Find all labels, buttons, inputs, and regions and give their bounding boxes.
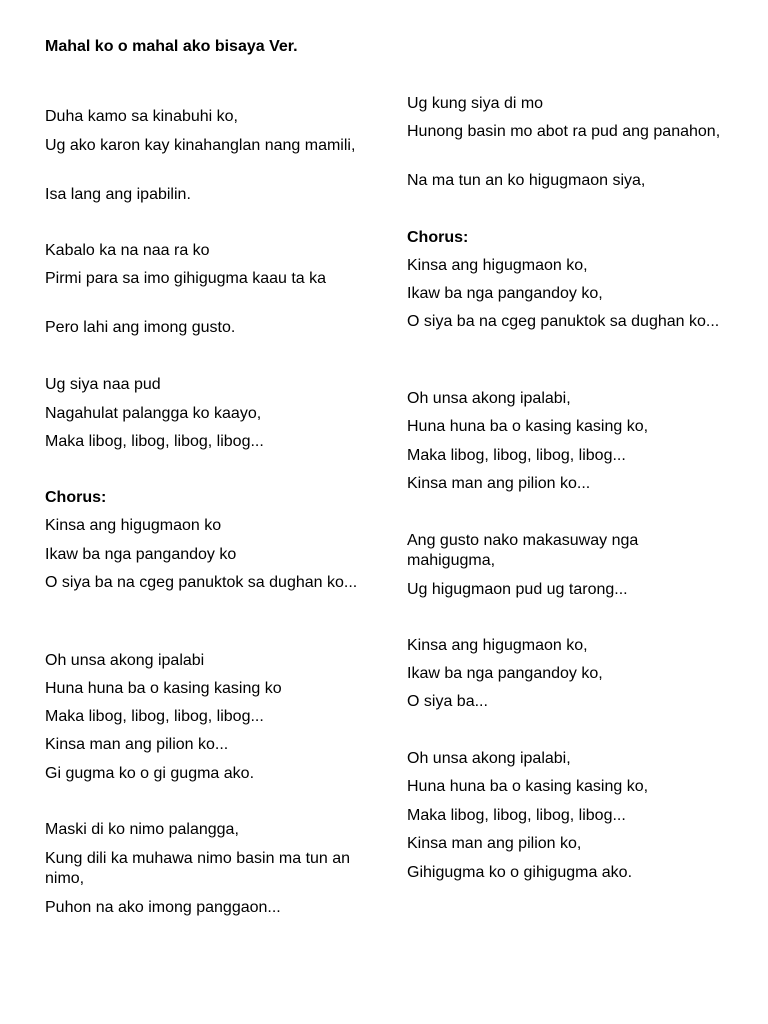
lyric-line: Ug siya naa pud bbox=[45, 376, 161, 393]
lyric-line: Ikaw ba nga pangandoy ko, bbox=[407, 665, 603, 682]
lyric-line: Ang gusto nako makasuway nga mahigugma, bbox=[407, 532, 639, 569]
page-title: Mahal ko o mahal ako bisaya Ver. bbox=[45, 38, 298, 55]
lyric-line: Ug kung siya di mo bbox=[407, 95, 544, 112]
lyric-line: Kung dili ka muhawa nimo basin ma tun an nimo, bbox=[45, 850, 351, 887]
lyric-line: Oh unsa akong ipalabi, bbox=[407, 750, 571, 767]
lyric-line: Huna huna ba o kasing kasing ko bbox=[45, 680, 282, 697]
lyric-line: Kinsa man ang pilion ko, bbox=[407, 835, 582, 852]
lyric-line: Kinsa man ang pilion ko... bbox=[45, 736, 229, 753]
lyric-line: Maski di ko nimo palangga, bbox=[45, 821, 239, 838]
lyric-line: Maka libog, libog, libog, libog... bbox=[407, 807, 626, 824]
lyric-line: Ikaw ba nga pangandoy ko bbox=[45, 546, 237, 563]
lyric-line: Kinsa man ang pilion ko... bbox=[407, 475, 591, 492]
lyric-line: Kabalo ka na naa ra ko bbox=[45, 242, 210, 259]
lyric-line: Duha kamo sa kinabuhi ko, bbox=[45, 108, 238, 125]
lyric-line: Hunong basin mo abot ra pud ang panahon, bbox=[407, 123, 721, 140]
lyric-line: Huna huna ba o kasing kasing ko, bbox=[407, 778, 649, 795]
lyric-line: Pero lahi ang imong gusto. bbox=[45, 319, 236, 336]
lyric-line: O siya ba na cgeg panuktok sa dughan ko... bbox=[45, 574, 358, 591]
lyric-line: Maka libog, libog, libog, libog... bbox=[407, 447, 626, 464]
lyric-line: Huna huna ba o kasing kasing ko, bbox=[407, 418, 649, 435]
lyric-line: Maka libog, libog, libog, libog... bbox=[45, 708, 264, 725]
lyric-line: Pirmi para sa imo gihigugma kaau ta ka bbox=[45, 270, 327, 287]
lyric-line: Maka libog, libog, libog, libog... bbox=[45, 433, 264, 450]
lyric-line: Kinsa ang higugmaon ko, bbox=[407, 637, 588, 654]
lyric-line: Puhon na ako imong panggaon... bbox=[45, 899, 281, 916]
lyric-line: O siya ba na cgeg panuktok sa dughan ko... bbox=[407, 313, 720, 330]
lyric-line: Kinsa ang higugmaon ko bbox=[45, 517, 222, 534]
chorus-heading: Chorus: bbox=[407, 229, 469, 246]
lyric-line: Nagahulat palangga ko kaayo, bbox=[45, 405, 262, 422]
lyric-line: Gihigugma ko o gihigugma ako. bbox=[407, 864, 633, 881]
lyric-line: Gi gugma ko o gi gugma ako. bbox=[45, 765, 255, 782]
lyric-line: Ug higugmaon pud ug tarong... bbox=[407, 581, 628, 598]
lyric-line: Oh unsa akong ipalabi bbox=[45, 652, 205, 669]
lyric-line: Oh unsa akong ipalabi, bbox=[407, 390, 571, 407]
lyric-line: Na ma tun an ko higugmaon siya, bbox=[407, 172, 646, 189]
lyric-line: Kinsa ang higugmaon ko, bbox=[407, 257, 588, 274]
lyric-line: Ug ako karon kay kinahanglan nang mamili, bbox=[45, 137, 356, 154]
lyric-line: Isa lang ang ipabilin. bbox=[45, 186, 191, 203]
lyric-line: Ikaw ba nga pangandoy ko, bbox=[407, 285, 603, 302]
chorus-heading: Chorus: bbox=[45, 489, 107, 506]
lyric-line: O siya ba... bbox=[407, 693, 488, 710]
